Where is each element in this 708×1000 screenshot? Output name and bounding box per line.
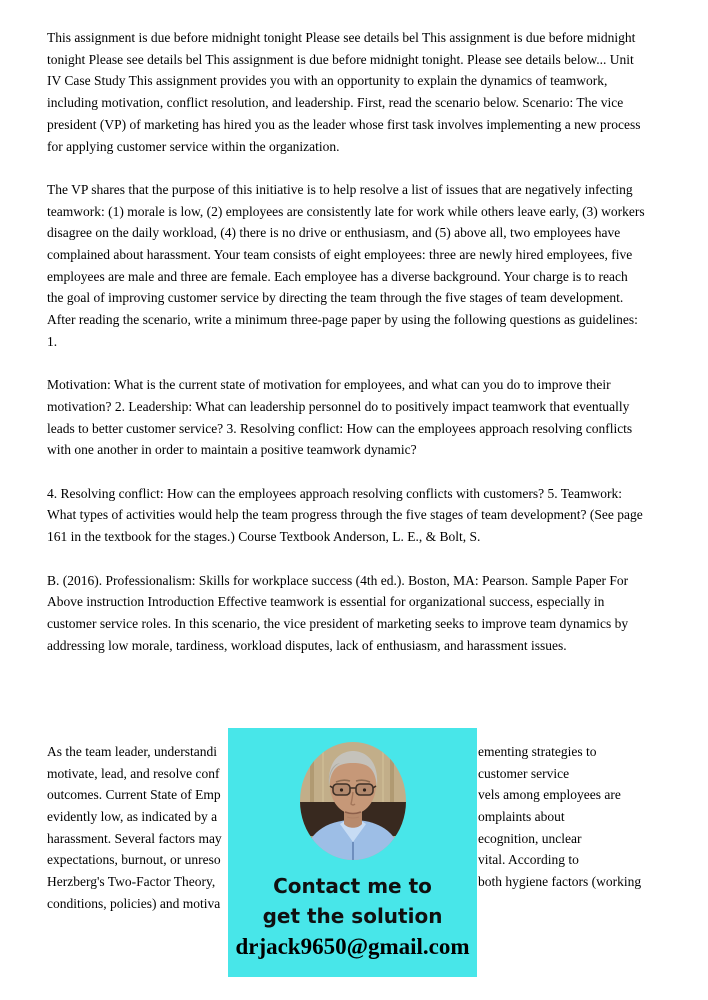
text-fragment-right: ementing strategies to [478, 744, 597, 759]
contact-email: drjack9650@gmail.com [235, 934, 470, 959]
contact-headline [228, 871, 477, 931]
text-fragment-left: evidently low, as indicated by a [47, 809, 218, 825]
text-fragment-right: customer service [478, 765, 570, 781]
paragraph-textbook-intro: B. (2016). Professionalism: Skills for workplace success (4th ed.). Boston, MA: Pearson. Sample Paper For Above instruction Introduction Effective teamwork is essential for organizational success, especially in customer service roles. In this scenario, the vice president of marketing seeks to improve team dynamics by addressing low morale, tardiness, workload disputes, lack of enthusiasm, and harassment issues. [47, 572, 629, 653]
contact-headline-line2: get the solution [262, 904, 443, 928]
text-fragment-right: ecognition, unclear [478, 830, 582, 846]
text-fragment-left: motivate, lead, and resolve conf [47, 765, 220, 781]
text-fragment-right: both hygiene factors (working [478, 874, 642, 890]
contact-overlay-card [228, 728, 477, 977]
text-fragment-left: As the team leader, understandi [47, 744, 218, 759]
text-fragment-left: conditions, policies) and motiva [47, 895, 221, 911]
text-fragment-left: harassment. Several factors may [47, 830, 222, 846]
paragraph-questions-1-3: Motivation: What is the current state of motivation for employees, and what can you do to improve their motivation? 2. Leadership: What can leadership personnel do to positively impact teamwork that eventually leads to better customer service? 3. Resolving conflict: How can the employees approach resolving conflicts with one another in order to maintain a positive teamwork dynamic? [47, 377, 633, 458]
paragraph-questions-4-5: 4. Resolving conflict: How can the employees approach resolving conflicts with customers? 5. Teamwork: What types of activities would help the team progress through the five stages of team development? (See page 161 in the textbook for the stages.) Course Textbook Anderson, L. E., & Bolt, S. [47, 485, 643, 545]
paragraph-scenario-issues: The VP shares that the purpose of this initiative is to help resolve a list of issues that are negatively infecting teamwork: (1) morale is low, (2) employees are consistently late for work while others leave early, (3) workers disagree on the daily workload, (4) there is no drive or enthusiasm, and (5) above all, two employees have complained about harassment. Your team consists of eight employees: three are newly hired employees, five employees are male and three are female. Each employee has a diverse background. Your charge is to reach the goal of improving customer service by directing the team through the five stages of team development. After reading the scenario, write a minimum three-page paper by using the following questions as guidelines: 1. [47, 181, 645, 349]
text-fragment-right: vital. According to [478, 852, 579, 868]
text-fragment-right: omplaints about [478, 809, 565, 825]
text-fragment-left: expectations, burnout, or unreso [47, 852, 221, 868]
text-fragment-right: vels among employees are [478, 787, 621, 803]
portrait-photo [300, 742, 406, 860]
person-avatar-illustration [300, 742, 406, 860]
paragraph-assignment-intro: This assignment is due before midnight tonight Please see details bel This assignment is due before midnight tonight Please see details bel This assignment is due before midnight tonight. Please see details below... Unit IV Case Study This assignment provides you with an opportunity to explain the dynamics of teamwork, including motivation, conflict resolution, and leadership. First, read the scenario below. Scenario: The vice president (VP) of marketing has hired you as the leader whose first task involves implementing a new process for applying customer service within the organization. [47, 30, 641, 154]
document-body [47, 27, 647, 678]
contact-headline-line1: Contact me to [273, 874, 432, 898]
text-fragment-left: outcomes. Current State of Emp [47, 787, 221, 803]
text-fragment-left: Herzberg's Two-Factor Theory, [47, 874, 216, 890]
